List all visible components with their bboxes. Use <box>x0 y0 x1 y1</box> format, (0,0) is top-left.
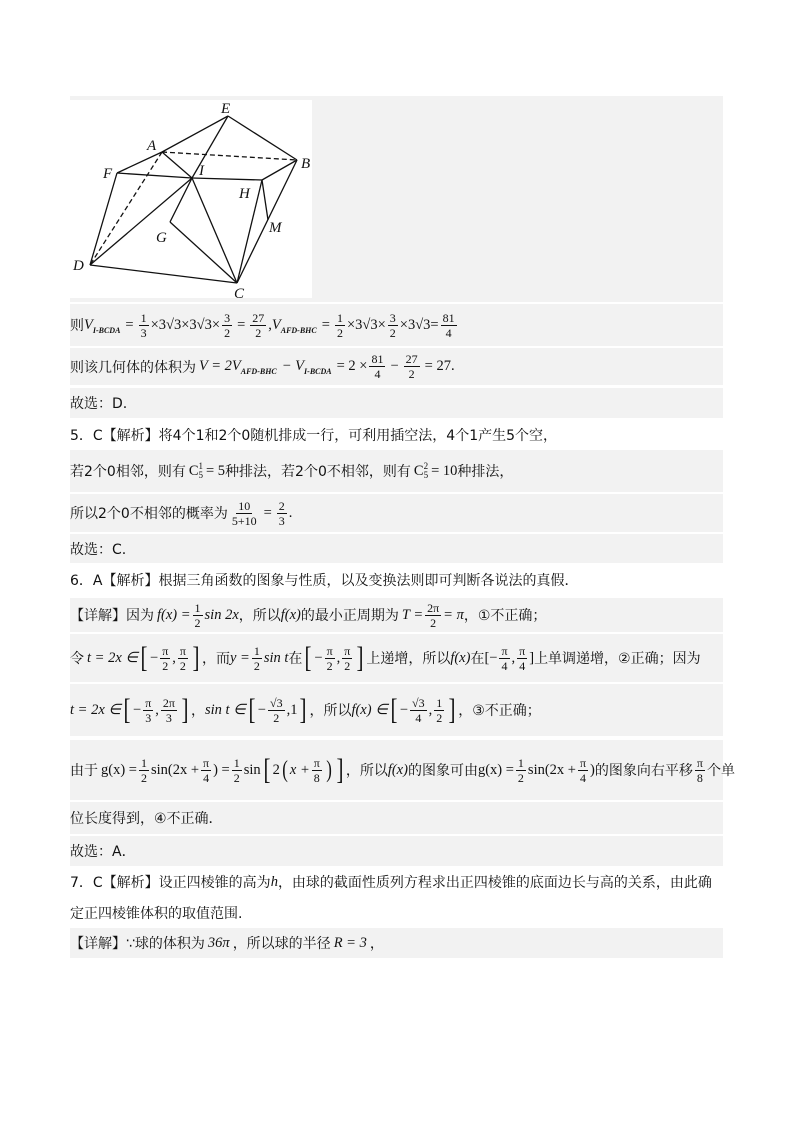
minus: − <box>314 649 323 666</box>
numerator: 10 <box>238 498 251 513</box>
fraction <box>517 644 527 673</box>
numerator: 3 <box>224 310 231 325</box>
math-text: f(x) = <box>157 606 191 623</box>
text: 种排法， <box>457 464 514 480</box>
denominator: 2 <box>517 770 524 785</box>
script-stack <box>199 462 204 480</box>
numerator: 27 <box>405 352 418 366</box>
denominator: 2 <box>408 367 415 381</box>
math-text: ×3√3× <box>346 316 386 333</box>
edge-hm <box>262 180 268 220</box>
label-i: I <box>199 163 204 179</box>
right-bracket: ] <box>529 649 535 666</box>
sphere-radius-line <box>70 928 730 958</box>
denominator: 3 <box>145 710 152 725</box>
text: 种排法，若2个0不相邻，则有 <box>225 464 411 480</box>
label-h: H <box>239 186 250 202</box>
fraction <box>139 756 149 785</box>
text: ， <box>190 703 205 719</box>
denominator: 2 <box>194 615 201 630</box>
text: 由于 <box>70 763 98 779</box>
denominator: 2 <box>255 325 262 340</box>
denominator: 2 <box>253 658 260 673</box>
fraction <box>342 644 352 673</box>
math-text: t = 2x ∈ <box>87 649 139 666</box>
label-e: E <box>221 101 231 117</box>
edge-fd <box>90 173 117 265</box>
comma: , <box>268 316 272 333</box>
fraction <box>222 311 232 340</box>
fraction <box>388 311 398 340</box>
subscript: I-BCDA <box>92 325 121 335</box>
question-5-analysis <box>70 420 730 450</box>
superscript: 2 <box>423 461 429 471</box>
math-symbol: V <box>271 316 281 333</box>
text: 所以2个0不相邻的概率为 <box>70 506 228 522</box>
math-text: g(x) = <box>477 761 514 778</box>
fraction <box>578 756 588 785</box>
text: 故选：A． <box>70 844 136 860</box>
right-paren: ) <box>326 757 332 783</box>
fraction <box>139 311 149 340</box>
denominator: 2 <box>273 710 280 725</box>
denominator: 4 <box>374 367 381 381</box>
text: 的图象可由 <box>407 763 478 779</box>
denominator: 4 <box>203 770 210 785</box>
numerator: π <box>179 643 186 658</box>
math-text: sin <box>243 761 261 778</box>
bracket-minus: [− <box>484 649 498 666</box>
math-text: y = <box>229 649 250 666</box>
math-text: T = <box>401 606 424 623</box>
denominator: 2 <box>430 615 437 630</box>
text: 7．C【解析】设正四棱锥的高为 <box>70 875 271 891</box>
total-volume-line <box>70 348 730 385</box>
probability-line <box>70 494 730 532</box>
denominator: 2 <box>436 710 443 725</box>
math-text: sin(2x + <box>150 761 200 778</box>
equals: = <box>321 316 330 333</box>
denominator: 2 <box>336 325 343 340</box>
text: 定正四棱锥体积的取值范围. <box>70 906 243 922</box>
math-text: sin t ∈ <box>204 701 246 718</box>
fraction <box>404 352 420 381</box>
fraction <box>178 644 188 673</box>
range-line <box>70 684 730 736</box>
text: 在 <box>470 651 485 667</box>
numerator: 1 <box>194 600 201 615</box>
numerator: π <box>145 695 152 710</box>
fraction <box>335 311 345 340</box>
fraction <box>695 756 705 785</box>
fraction <box>312 756 322 785</box>
text: 【详解】∵球的体积为 <box>70 936 205 952</box>
text: 个单 <box>706 763 735 779</box>
text: ，所以球的半径 <box>232 936 331 952</box>
minus: − <box>399 701 409 718</box>
edge-ab-hidden <box>162 152 297 160</box>
math-text: V = 2V <box>199 358 241 374</box>
text: ，所以 <box>309 703 352 719</box>
right-bracket: ] <box>356 641 364 674</box>
edge-gc <box>170 222 237 283</box>
minus: − <box>150 649 159 666</box>
text: 上单调递增，②正确；因为 <box>534 651 701 667</box>
numerator: 1 <box>436 695 443 710</box>
denominator: 2 <box>389 325 396 340</box>
label-b: B <box>301 156 311 172</box>
fraction <box>325 644 335 673</box>
edge-di <box>90 178 192 265</box>
numerator: 1 <box>517 755 524 770</box>
period-line <box>70 598 730 632</box>
fraction <box>161 696 177 725</box>
right-bracket: ] <box>181 693 189 726</box>
math-text: f(x) <box>280 606 301 623</box>
answer-line <box>70 534 730 563</box>
math-text: f(x) <box>387 761 408 778</box>
comma: , <box>511 649 516 666</box>
label-f: F <box>103 166 113 182</box>
numerator: 3 <box>389 310 396 325</box>
text: 位长度得到，④不正确． <box>70 811 223 827</box>
text: 6．A【解析】根据三角函数的图象与性质，以及变换法则即可判断各说法的真假． <box>70 573 579 589</box>
numerator: π <box>313 755 320 770</box>
math-text: ,1 <box>286 701 298 718</box>
text: 在 <box>288 651 303 667</box>
label-c: C <box>234 286 245 298</box>
label-m: M <box>269 220 282 236</box>
text: 令 <box>70 651 84 667</box>
math-text: f(x) <box>450 649 471 666</box>
subscript: I-BCDA <box>304 367 332 376</box>
numerator: 1 <box>233 755 240 770</box>
text: 则该几何体的体积为 <box>70 359 196 376</box>
fraction <box>252 644 262 673</box>
denominator: 8 <box>313 770 320 785</box>
numerator: 2π <box>162 695 175 710</box>
math-text: g(x) = <box>101 761 137 778</box>
numerator: 1 <box>336 310 343 325</box>
numerator: 1 <box>253 643 260 658</box>
left-bracket: [ <box>263 753 271 786</box>
fraction <box>201 756 211 785</box>
monotonic-line <box>70 634 730 682</box>
math-text: sin(2x + <box>527 761 576 778</box>
math-text: = 5 <box>206 462 226 479</box>
right-bracket: ] <box>299 693 307 726</box>
math-text: x + <box>289 761 310 778</box>
numerator: π <box>203 755 210 770</box>
math-text: = π <box>443 606 464 623</box>
math-symbol: h <box>270 873 278 890</box>
math-text: = 2 × <box>336 358 368 374</box>
denominator: 3 <box>278 513 285 528</box>
minus: − <box>133 701 142 718</box>
numerator: π <box>519 643 526 658</box>
question-7-analysis-cont <box>70 898 730 928</box>
translation-conclusion <box>70 802 730 834</box>
text: 【详解】因为 <box>70 608 154 624</box>
left-bracket: [ <box>390 693 398 726</box>
math-symbol: C <box>188 462 199 479</box>
denominator: 2 <box>326 658 333 673</box>
question-7-analysis <box>70 867 730 897</box>
denominator: 2 <box>179 658 186 673</box>
text: 故选：C. <box>70 541 127 558</box>
label-g: G <box>156 230 167 246</box>
equals: = <box>263 504 272 521</box>
polyhedron-diagram <box>70 100 312 298</box>
edge-eb <box>228 116 297 160</box>
math-text: sin 2x <box>204 606 239 623</box>
denominator: 2 <box>233 770 240 785</box>
numerator: 2π <box>427 600 440 615</box>
denominator: 4 <box>415 710 422 725</box>
fraction <box>425 601 441 630</box>
text: ，所以 <box>238 608 281 624</box>
edge-ig <box>170 178 192 222</box>
period: . <box>288 504 293 521</box>
script-stack <box>424 462 429 480</box>
denominator: 3 <box>165 710 172 725</box>
text: 5．C【解析】将4个1和2个0随机排成一行，可利用插空法，4个1产生5个空， <box>70 428 558 444</box>
numerator: 2 <box>278 498 285 513</box>
denominator: 8 <box>696 770 703 785</box>
fraction <box>160 644 170 673</box>
numerator: 1 <box>140 310 147 325</box>
fraction <box>143 696 153 725</box>
translation-line <box>70 740 735 800</box>
fraction <box>232 756 242 785</box>
subscript: AFD-BHC <box>240 367 277 376</box>
math-text: 2 <box>272 761 280 778</box>
math-text: t = 2x ∈ <box>70 701 122 718</box>
math-text: = 10 <box>431 462 458 479</box>
denominator: 2 <box>162 658 169 673</box>
text: 若2个0相邻，则有 <box>70 464 186 480</box>
subscript: 5 <box>198 470 203 480</box>
equals: = <box>125 316 134 333</box>
left-bracket: [ <box>304 641 312 674</box>
numerator: π <box>326 643 333 658</box>
denominator: 2 <box>344 658 351 673</box>
denominator: 4 <box>580 770 587 785</box>
left-bracket: [ <box>248 693 256 726</box>
denominator: 2 <box>140 770 147 785</box>
superscript: 1 <box>198 461 203 471</box>
fraction <box>441 311 457 340</box>
right-bracket: ] <box>192 641 200 674</box>
text: ，由球的截面性质列方程求出正四棱锥的底面边长与高的关系，由此确 <box>277 875 712 891</box>
equals: = <box>237 316 246 333</box>
edge-fi <box>117 173 192 178</box>
answer-line <box>70 836 730 866</box>
left-bracket: [ <box>140 641 148 674</box>
text: 的图象向右平移 <box>594 763 693 779</box>
subscript: AFD-BHC <box>280 325 317 335</box>
right-bracket: ] <box>336 753 344 786</box>
math-text: − V <box>281 358 305 374</box>
comma: , <box>428 701 433 718</box>
math-text: ) = <box>213 761 230 778</box>
text: ，所以 <box>345 763 388 779</box>
numerator: π <box>696 755 703 770</box>
fraction <box>499 644 509 673</box>
numerator: 81 <box>371 352 384 366</box>
comma: , <box>336 649 341 666</box>
edge-bc <box>237 160 297 283</box>
numerator: √3 <box>269 695 283 710</box>
comma: , <box>155 701 159 718</box>
edge-ic <box>192 178 237 283</box>
fraction <box>516 756 526 785</box>
text: ， <box>369 936 384 952</box>
math-text: 36π <box>207 934 230 951</box>
math-text: f(x) ∈ <box>351 701 388 718</box>
fraction <box>410 696 427 725</box>
denominator: 5+10 <box>231 513 257 528</box>
text: ，③不正确； <box>458 703 541 719</box>
math-symbol: C <box>413 462 424 479</box>
fraction <box>277 499 287 528</box>
numerator: π <box>162 643 169 658</box>
fraction <box>434 696 444 725</box>
numerator: π <box>344 643 351 658</box>
numerator: √3 <box>412 695 425 710</box>
edge-ai <box>162 152 192 178</box>
denominator: 3 <box>140 325 147 340</box>
edge-dc <box>90 265 237 283</box>
math-text: ×3√3×3√3× <box>150 316 221 333</box>
numerator: π <box>501 643 508 658</box>
right-bracket: ] <box>448 693 456 726</box>
denominator: 2 <box>224 325 231 340</box>
numerator: 81 <box>442 310 455 325</box>
text: ，①不正确； <box>463 608 547 624</box>
numerator: 1 <box>140 755 147 770</box>
label-d: D <box>73 258 84 274</box>
numerator: π <box>579 755 587 770</box>
math-symbol: V <box>84 316 93 333</box>
comma: , <box>172 649 176 666</box>
math-text: R = 3 <box>333 934 367 951</box>
question-6-analysis <box>70 565 730 595</box>
math-text: sin t <box>263 649 289 666</box>
left-paren: ( <box>282 757 288 783</box>
combination-line <box>70 450 730 492</box>
fraction <box>230 499 259 528</box>
text: 上递增，所以 <box>366 651 451 667</box>
answer-line <box>70 388 730 418</box>
denominator: 4 <box>445 325 452 340</box>
fraction <box>369 352 385 381</box>
polyhedron-figure <box>70 100 312 298</box>
volume-calc-line <box>70 304 730 346</box>
text: 的最小正周期为 <box>300 608 399 624</box>
minus: − <box>390 358 399 374</box>
text: 故选：D. <box>70 396 128 412</box>
text: ，而 <box>201 651 230 667</box>
math-text: ×3√3= <box>399 316 439 333</box>
math-text: = 27. <box>424 358 455 374</box>
math-text: ) <box>590 761 595 778</box>
left-bracket: [ <box>123 693 131 726</box>
fraction <box>250 311 266 340</box>
minus: − <box>257 701 266 718</box>
text: 则 <box>70 318 84 334</box>
label-a: A <box>147 138 157 154</box>
denominator: 4 <box>501 658 508 673</box>
denominator: 4 <box>519 658 526 673</box>
fraction <box>193 601 203 630</box>
fraction <box>268 696 285 725</box>
numerator: 27 <box>252 310 265 325</box>
subscript: 5 <box>423 470 429 480</box>
